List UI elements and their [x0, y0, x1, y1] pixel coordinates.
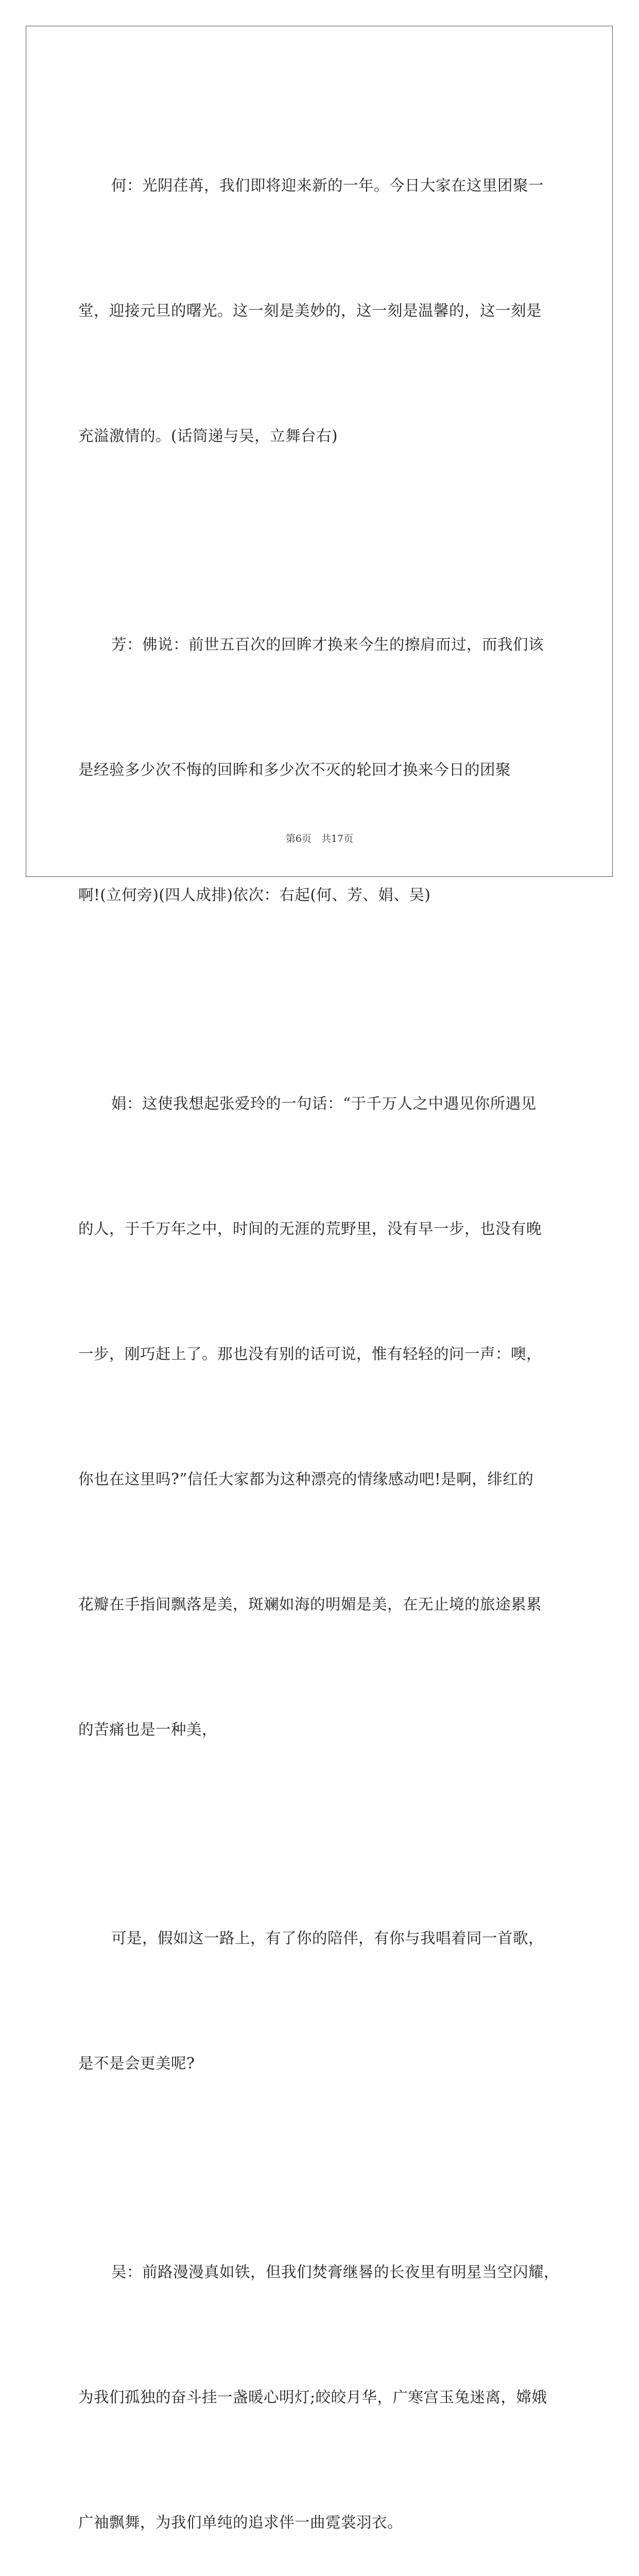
page-number: 第6页 共17页 — [285, 833, 354, 844]
text-line: 何：光阴荏苒，我们即将迎来新的一年。今日大家在这里团聚一 — [111, 177, 544, 194]
text-line: 花瓣在手指间飘落是美，斑斓如海的明媚是美，在无止境的旅途累累 — [78, 1596, 542, 1613]
text-line: 芳：佛说：前世五百次的回眸才换来今生的擦肩而过，而我们该 — [111, 636, 544, 653]
text-line: 充溢激情的。(话筒递与吴，立舞台右) — [78, 427, 338, 445]
text-line: 吴：前路漫漫真如铁，但我们焚膏继晷的长夜里有明星当空闪耀， — [111, 2263, 560, 2281]
text-line: 可是，假如这一路上，有了你的陪伴，有你与我唱着同一首歌， — [111, 1929, 544, 1947]
text-line: 是经验多少次不悔的回眸和多少次不灭的轮回才换来今日的团聚 — [78, 761, 511, 778]
paragraph-wu — [78, 2168, 562, 2576]
paragraph-he — [78, 81, 562, 540]
text-line: 娟：这使我想起张爱玲的一句话：“于千万人之中遇见你所遇见 — [111, 1095, 537, 1112]
text-line: 的苦痛也是一种美， — [78, 1721, 218, 1738]
text-line: 广袖飘舞，为我们单纯的追求伴一曲霓裳羽衣。 — [78, 2514, 403, 2531]
text-line: 的人，于千万年之中，时间的无涯的荒野里，没有早一步，也没有晚 — [78, 1220, 542, 1238]
paragraph-question — [78, 1834, 562, 2168]
text-line: 你也在这里吗?”信任大家都为这种漂亮的情缘感动吧!是啊，绯红的 — [78, 1470, 534, 1488]
paragraph-juan — [78, 999, 562, 1834]
paragraph-fang — [78, 540, 562, 999]
text-line: 堂，迎接元旦的曙光。这一刻是美妙的，这一刻是温馨的，这一刻是 — [78, 302, 542, 319]
text-line: 啊!(立何旁)(四人成排)依次：右起(何、芳、娟、吴) — [78, 886, 431, 904]
text-line: 为我们孤独的奋斗挂一盏暖心明灯;皎皎月华，广寒宫玉兔迷离，嫦娥 — [78, 2388, 547, 2406]
text-line: 一步，刚巧赶上了。那也没有别的话可说，惟有轻轻的问一声：噢， — [78, 1345, 542, 1363]
text-line: 是不是会更美呢? — [78, 2055, 195, 2072]
document-body — [78, 81, 562, 2576]
